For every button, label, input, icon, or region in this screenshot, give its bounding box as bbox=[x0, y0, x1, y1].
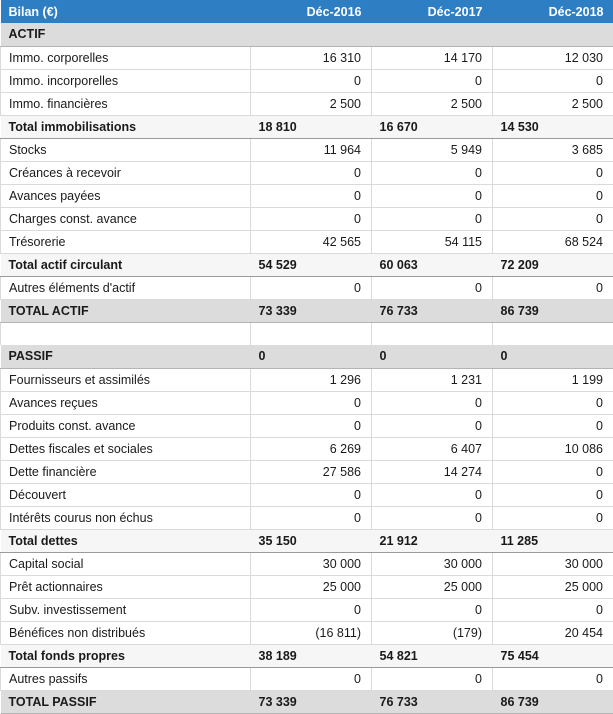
row-label: TOTAL ACTIF bbox=[1, 299, 251, 322]
row-label: Subv. investissement bbox=[1, 598, 251, 621]
row-label: Total fonds propres bbox=[1, 644, 251, 667]
row-value-period-2: 1 231 bbox=[372, 368, 493, 391]
row-value-period-2: 6 407 bbox=[372, 437, 493, 460]
row-label: Total dettes bbox=[1, 529, 251, 552]
table-grandtotal-row bbox=[1, 690, 613, 713]
table-row bbox=[1, 69, 613, 92]
table-subtotal-row bbox=[1, 115, 613, 138]
row-value-period-2: 0 bbox=[372, 667, 493, 690]
row-value-period-3 bbox=[493, 23, 613, 46]
row-value-period-2: 60 063 bbox=[372, 253, 493, 276]
row-value-period-2: 30 000 bbox=[372, 552, 493, 575]
row-value-period-1: 18 810 bbox=[251, 115, 372, 138]
row-value-period-2: 54 115 bbox=[372, 230, 493, 253]
row-value-period-1: 54 529 bbox=[251, 253, 372, 276]
row-value-period-3: 10 086 bbox=[493, 437, 613, 460]
row-value-period-1: 42 565 bbox=[251, 230, 372, 253]
table-row bbox=[1, 391, 613, 414]
row-label: Bénéfices non distribués bbox=[1, 621, 251, 644]
row-value-period-3: 0 bbox=[493, 667, 613, 690]
header-row bbox=[1, 0, 613, 23]
row-value-period-2: 76 733 bbox=[372, 299, 493, 322]
row-label: Produits const. avance bbox=[1, 414, 251, 437]
row-label: Charges const. avance bbox=[1, 207, 251, 230]
table-grandtotal-row bbox=[1, 299, 613, 322]
row-value-period-3: 20 454 bbox=[493, 621, 613, 644]
column-header-period-1: Déc-2016 bbox=[251, 0, 372, 23]
table-subtotal-row bbox=[1, 253, 613, 276]
row-value-period-2: 0 bbox=[372, 161, 493, 184]
table-section-row bbox=[1, 345, 613, 368]
row-value-period-3 bbox=[493, 322, 613, 345]
row-value-period-3: 0 bbox=[493, 391, 613, 414]
table-row bbox=[1, 138, 613, 161]
table-header bbox=[1, 0, 613, 23]
row-value-period-3: 3 685 bbox=[493, 138, 613, 161]
row-value-period-3: 0 bbox=[493, 483, 613, 506]
row-value-period-2: 14 170 bbox=[372, 46, 493, 69]
column-header-period-2: Déc-2017 bbox=[372, 0, 493, 23]
table-row bbox=[1, 184, 613, 207]
row-value-period-3: 11 285 bbox=[493, 529, 613, 552]
row-label: Trésorerie bbox=[1, 230, 251, 253]
row-value-period-1: 35 150 bbox=[251, 529, 372, 552]
row-value-period-2: 16 670 bbox=[372, 115, 493, 138]
row-value-period-3: 0 bbox=[493, 207, 613, 230]
table-row bbox=[1, 276, 613, 299]
row-value-period-1: 0 bbox=[251, 207, 372, 230]
row-value-period-1 bbox=[251, 23, 372, 46]
row-value-period-2: 0 bbox=[372, 276, 493, 299]
table-row bbox=[1, 460, 613, 483]
row-value-period-2: 0 bbox=[372, 598, 493, 621]
row-value-period-1: 0 bbox=[251, 161, 372, 184]
row-value-period-2 bbox=[372, 322, 493, 345]
row-value-period-2: 0 bbox=[372, 345, 493, 368]
row-value-period-2: 5 949 bbox=[372, 138, 493, 161]
row-value-period-1: 11 964 bbox=[251, 138, 372, 161]
table-row bbox=[1, 483, 613, 506]
table-row bbox=[1, 598, 613, 621]
row-value-period-1: 38 189 bbox=[251, 644, 372, 667]
row-value-period-1: 16 310 bbox=[251, 46, 372, 69]
row-value-period-1: 1 296 bbox=[251, 368, 372, 391]
row-label: Découvert bbox=[1, 483, 251, 506]
table-row bbox=[1, 161, 613, 184]
row-value-period-3: 0 bbox=[493, 276, 613, 299]
row-value-period-2: 21 912 bbox=[372, 529, 493, 552]
row-value-period-1: 0 bbox=[251, 414, 372, 437]
row-label: Intérêts courus non échus bbox=[1, 506, 251, 529]
row-label: Avances payées bbox=[1, 184, 251, 207]
column-header-title: Bilan (€) bbox=[1, 0, 251, 23]
table-row bbox=[1, 46, 613, 69]
row-value-period-2: 25 000 bbox=[372, 575, 493, 598]
row-value-period-2: 0 bbox=[372, 69, 493, 92]
table-row bbox=[1, 575, 613, 598]
row-value-period-1: 0 bbox=[251, 184, 372, 207]
row-label bbox=[1, 322, 251, 345]
row-label: Total actif circulant bbox=[1, 253, 251, 276]
row-value-period-1: 6 269 bbox=[251, 437, 372, 460]
row-value-period-1: 73 339 bbox=[251, 690, 372, 713]
row-value-period-3: 0 bbox=[493, 69, 613, 92]
row-value-period-3: 2 500 bbox=[493, 92, 613, 115]
table-body bbox=[1, 23, 613, 713]
column-header-period-3: Déc-2018 bbox=[493, 0, 613, 23]
row-label: ACTIF bbox=[1, 23, 251, 46]
table-row bbox=[1, 667, 613, 690]
row-value-period-1: (16 811) bbox=[251, 621, 372, 644]
row-value-period-1: 25 000 bbox=[251, 575, 372, 598]
row-value-period-1: 0 bbox=[251, 345, 372, 368]
row-value-period-3: 86 739 bbox=[493, 690, 613, 713]
table-row bbox=[1, 552, 613, 575]
row-value-period-2: (179) bbox=[372, 621, 493, 644]
row-value-period-2: 14 274 bbox=[372, 460, 493, 483]
table-section-row bbox=[1, 23, 613, 46]
row-value-period-3: 68 524 bbox=[493, 230, 613, 253]
row-value-period-3: 1 199 bbox=[493, 368, 613, 391]
row-label: Dette financière bbox=[1, 460, 251, 483]
table-row bbox=[1, 207, 613, 230]
row-value-period-2: 0 bbox=[372, 506, 493, 529]
row-value-period-1: 0 bbox=[251, 276, 372, 299]
table-row bbox=[1, 414, 613, 437]
row-label: Autres passifs bbox=[1, 667, 251, 690]
row-value-period-3: 0 bbox=[493, 184, 613, 207]
row-value-period-2: 0 bbox=[372, 184, 493, 207]
row-value-period-1: 0 bbox=[251, 598, 372, 621]
row-label: Fournisseurs et assimilés bbox=[1, 368, 251, 391]
row-label: Autres éléments d'actif bbox=[1, 276, 251, 299]
row-value-period-1: 0 bbox=[251, 391, 372, 414]
row-value-period-3: 30 000 bbox=[493, 552, 613, 575]
row-label: PASSIF bbox=[1, 345, 251, 368]
table-row bbox=[1, 506, 613, 529]
row-value-period-1 bbox=[251, 322, 372, 345]
row-value-period-3: 0 bbox=[493, 598, 613, 621]
row-value-period-3: 0 bbox=[493, 506, 613, 529]
row-value-period-2: 2 500 bbox=[372, 92, 493, 115]
row-value-period-3: 0 bbox=[493, 414, 613, 437]
row-label: Total immobilisations bbox=[1, 115, 251, 138]
row-value-period-2 bbox=[372, 23, 493, 46]
row-value-period-3: 14 530 bbox=[493, 115, 613, 138]
table-spacer-row bbox=[1, 322, 613, 345]
row-value-period-2: 0 bbox=[372, 483, 493, 506]
row-value-period-3: 86 739 bbox=[493, 299, 613, 322]
row-label: Immo. corporelles bbox=[1, 46, 251, 69]
table-subtotal-row bbox=[1, 644, 613, 667]
row-value-period-2: 0 bbox=[372, 414, 493, 437]
row-value-period-2: 54 821 bbox=[372, 644, 493, 667]
row-value-period-1: 0 bbox=[251, 483, 372, 506]
row-label: Immo. financières bbox=[1, 92, 251, 115]
row-value-period-2: 0 bbox=[372, 207, 493, 230]
row-label: TOTAL PASSIF bbox=[1, 690, 251, 713]
row-value-period-3: 75 454 bbox=[493, 644, 613, 667]
row-value-period-1: 0 bbox=[251, 667, 372, 690]
row-value-period-3: 25 000 bbox=[493, 575, 613, 598]
row-value-period-1: 0 bbox=[251, 506, 372, 529]
row-value-period-3: 0 bbox=[493, 345, 613, 368]
table-row bbox=[1, 368, 613, 391]
row-label: Immo. incorporelles bbox=[1, 69, 251, 92]
row-value-period-2: 0 bbox=[372, 391, 493, 414]
table-row bbox=[1, 621, 613, 644]
row-label: Capital social bbox=[1, 552, 251, 575]
row-value-period-1: 2 500 bbox=[251, 92, 372, 115]
row-value-period-1: 30 000 bbox=[251, 552, 372, 575]
row-label: Créances à recevoir bbox=[1, 161, 251, 184]
row-label: Prêt actionnaires bbox=[1, 575, 251, 598]
row-value-period-1: 0 bbox=[251, 69, 372, 92]
row-value-period-1: 27 586 bbox=[251, 460, 372, 483]
row-value-period-3: 12 030 bbox=[493, 46, 613, 69]
row-label: Dettes fiscales et sociales bbox=[1, 437, 251, 460]
table-row bbox=[1, 92, 613, 115]
row-value-period-3: 0 bbox=[493, 460, 613, 483]
row-value-period-1: 73 339 bbox=[251, 299, 372, 322]
table-row bbox=[1, 437, 613, 460]
row-value-period-3: 72 209 bbox=[493, 253, 613, 276]
table-subtotal-row bbox=[1, 529, 613, 552]
table-row bbox=[1, 230, 613, 253]
row-label: Avances reçues bbox=[1, 391, 251, 414]
row-value-period-3: 0 bbox=[493, 161, 613, 184]
row-label: Stocks bbox=[1, 138, 251, 161]
row-value-period-2: 76 733 bbox=[372, 690, 493, 713]
